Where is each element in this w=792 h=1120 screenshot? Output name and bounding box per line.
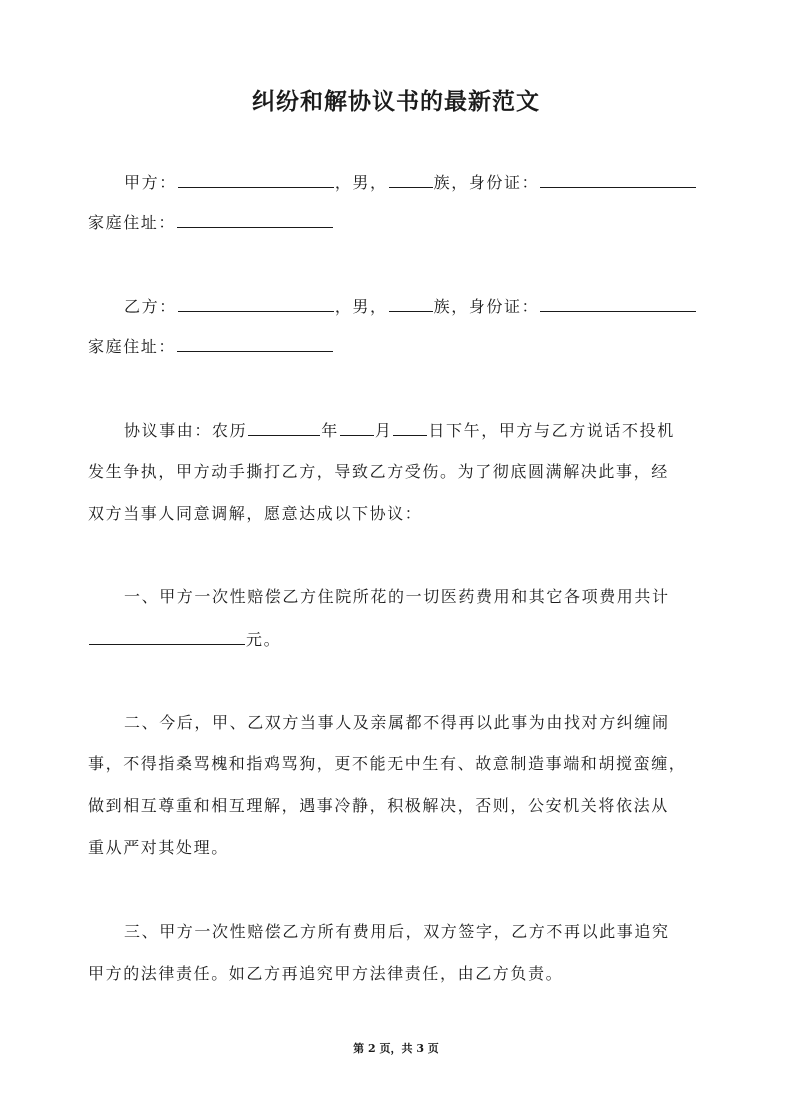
party-a-ethnicity-blank (389, 170, 433, 188)
reason-line-2: 发生争执，甲方动手撕打乙方，导致乙方受伤。为了彻底圆满解决此事，经 (88, 462, 669, 481)
day-rest-text: 日下午，甲方与乙方说话不投机 (428, 421, 675, 440)
month-label: 月 (374, 421, 393, 440)
clause-3-line-1: 三、甲方一次性赔偿乙方所有费用后，双方签字，乙方不再以此事追究 (124, 922, 670, 941)
party-a-address-line (88, 210, 708, 235)
year-label: 年 (321, 421, 339, 440)
party-b-address-label: 家庭住址： (88, 337, 177, 356)
currency-unit: 元。 (246, 630, 282, 649)
party-b-ethnicity-label: 族，身份证： (433, 297, 540, 316)
document-title: 纠纷和解协议书的最新范文 (252, 89, 540, 115)
party-a-line (88, 170, 744, 195)
party-a-label: 甲方： (124, 173, 177, 192)
reason-line-3: 双方当事人同意调解，愿意达成以下协议： (88, 504, 423, 523)
party-b-name-blank (178, 294, 334, 312)
reason-prefix: 协议事由：农历 (124, 421, 248, 440)
clause-2-line-1: 二、今后，甲、乙双方当事人及亲属都不得再以此事为由找对方纠缠闹 (124, 713, 670, 732)
party-a-gender: ，男， (334, 173, 388, 192)
clause-2-line-3: 做到相互尊重和相互理解，遇事冷静，积极解决，否则，公安机关将依法从 (88, 796, 669, 815)
reason-line-1 (88, 418, 744, 443)
lunar-month-blank (340, 418, 374, 436)
party-a-ethnicity-label: 族，身份证： (433, 173, 540, 192)
clause-2-line-4: 重从严对其处理。 (88, 838, 229, 857)
party-b-address-line (88, 334, 708, 359)
page-footer: 第 2 页，共 3 页 (353, 1042, 439, 1055)
party-b-line (88, 294, 744, 319)
party-b-label: 乙方： (124, 297, 177, 316)
party-b-id-blank (540, 294, 696, 312)
clause-1-line-2 (88, 627, 708, 652)
party-b-gender: ，男， (334, 297, 388, 316)
lunar-year-blank (248, 418, 320, 436)
party-b-ethnicity-blank (389, 294, 433, 312)
party-a-address-label: 家庭住址： (88, 213, 177, 232)
party-b-address-blank (177, 334, 333, 352)
clause-3-line-2: 甲方的法律责任。如乙方再追究甲方法律责任，由乙方负责。 (88, 964, 564, 983)
clause-2-line-2: 事，不得指桑骂槐和指鸡骂狗，更不能无中生有、故意制造事端和胡搅蛮缠， (88, 754, 687, 773)
party-a-name-blank (178, 170, 334, 188)
lunar-day-blank (393, 418, 427, 436)
party-a-address-blank (177, 210, 333, 228)
clause-1-line-1: 一、甲方一次性赔偿乙方住院所花的一切医药费用和其它各项费用共计 (124, 587, 670, 606)
compensation-amount-blank (89, 627, 245, 645)
party-a-id-blank (540, 170, 696, 188)
